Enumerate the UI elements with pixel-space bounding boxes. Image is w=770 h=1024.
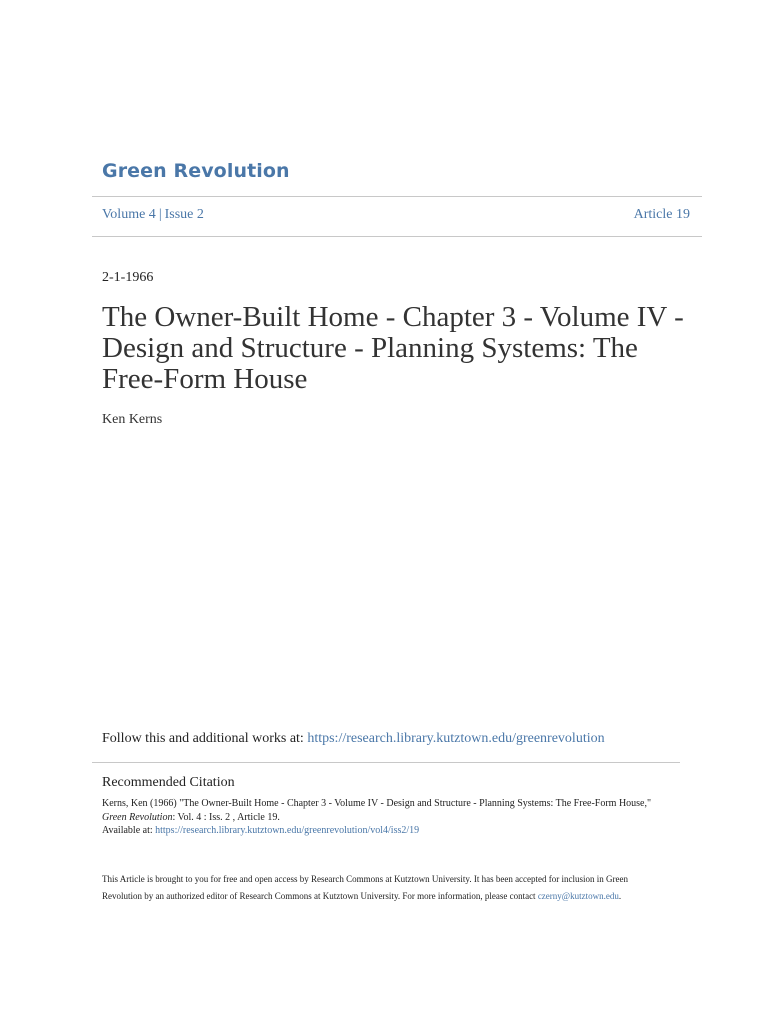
contact-email-link[interactable]: czerny@kutztown.edu bbox=[537, 891, 619, 901]
citation-url-link[interactable]: https://research.library.kutztown.edu/greenrevolution/vol4/iss2/19 bbox=[155, 825, 420, 836]
publication-date: 2-1-1966 bbox=[102, 270, 154, 285]
author-name: Ken Kerns bbox=[102, 412, 163, 427]
citation-journal-name: Green Revolution bbox=[102, 811, 173, 823]
article-number-link[interactable]: Article 19 bbox=[633, 207, 690, 222]
citation-divider bbox=[92, 762, 680, 763]
citation-text bbox=[102, 797, 662, 838]
recommended-citation-heading: Recommended Citation bbox=[102, 775, 235, 790]
available-at-prefix: Available at: bbox=[102, 825, 156, 836]
volume-issue-separator: | bbox=[158, 207, 162, 222]
volume-issue-line bbox=[102, 207, 204, 223]
header-divider-bottom bbox=[92, 236, 702, 237]
journal-title: Green Revolution bbox=[102, 160, 290, 182]
citation-text-start: Kerns, Ken (1966) "The Owner-Built Home - Chapter 3 - Volume IV - Design and Structure - Planning Systems: The Free-Form House," bbox=[102, 798, 652, 809]
issue-link[interactable]: Issue 2 bbox=[164, 207, 204, 222]
header-divider-top bbox=[92, 196, 702, 197]
notice-end: . bbox=[618, 891, 622, 901]
notice-text: This Article is brought to you for free and open access by Research Commons at Kutztown University. It has been accepted for inclusion in Green Revolution by an authorized editor of Research Commons at Kutztown University. For more information, please contact bbox=[102, 874, 629, 901]
follow-prefix: Follow this and additional works at: bbox=[102, 731, 308, 746]
volume-link[interactable]: Volume 4 bbox=[102, 207, 156, 222]
article-title: The Owner-Built Home - Chapter 3 - Volume IV - Design and Structure - Planning Systems: The Free-Form House bbox=[102, 301, 684, 395]
follow-line bbox=[102, 731, 605, 747]
repository-link[interactable]: https://research.library.kutztown.edu/greenrevolution bbox=[307, 731, 605, 746]
citation-text-end: : Vol. 4 : Iss. 2 , Article 19. bbox=[172, 811, 280, 823]
access-notice bbox=[102, 871, 662, 905]
